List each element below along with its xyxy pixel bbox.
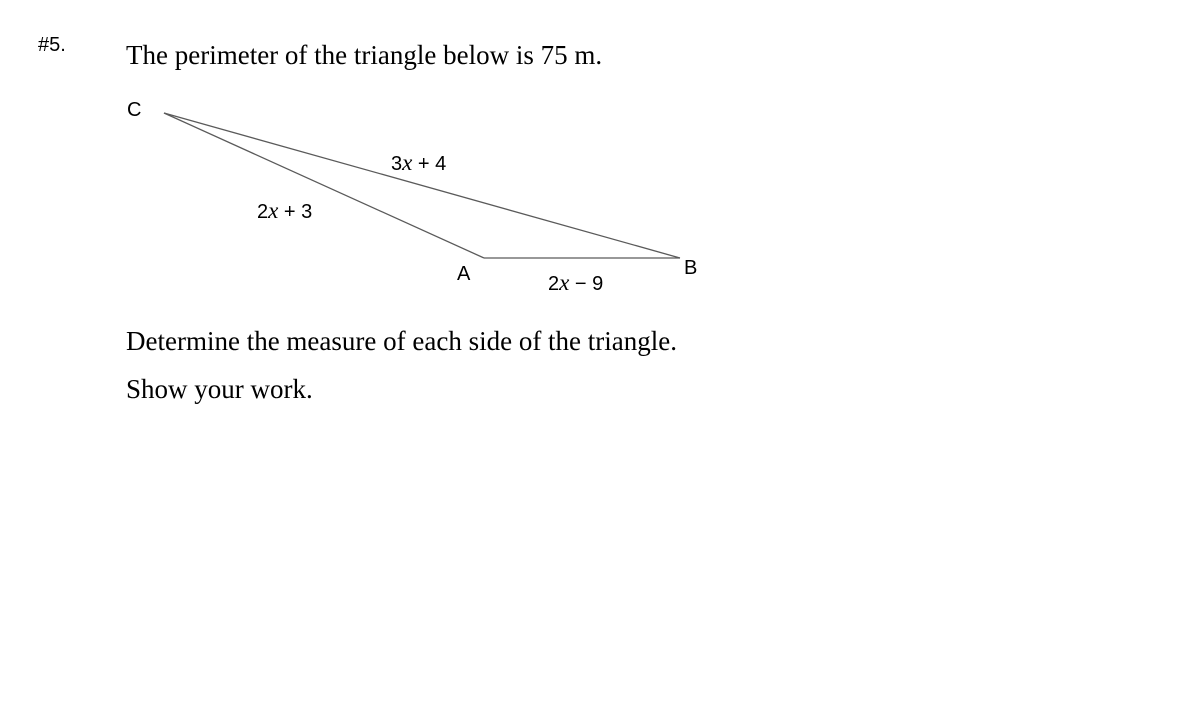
problem-number: #5. xyxy=(38,34,66,56)
side-cb-label: 3x + 4 xyxy=(391,150,447,175)
side-ca-label: 2x + 3 xyxy=(257,198,313,223)
show-work-text: Show your work. xyxy=(126,374,313,404)
triangle-figure xyxy=(0,0,1200,320)
side-cb-line xyxy=(164,113,680,258)
problem-instruction: Determine the measure of each side of the triangle. xyxy=(126,326,678,356)
vertex-c-label: C xyxy=(127,99,142,121)
triangle-sides xyxy=(164,113,680,258)
side-ab-label: 2x − 9 xyxy=(548,270,604,295)
problem-prompt: The perimeter of the triangle below is 75 m. xyxy=(126,40,603,70)
side-ca-line xyxy=(164,113,484,258)
vertex-a-label: A xyxy=(457,263,471,285)
vertex-b-label: B xyxy=(684,257,698,279)
